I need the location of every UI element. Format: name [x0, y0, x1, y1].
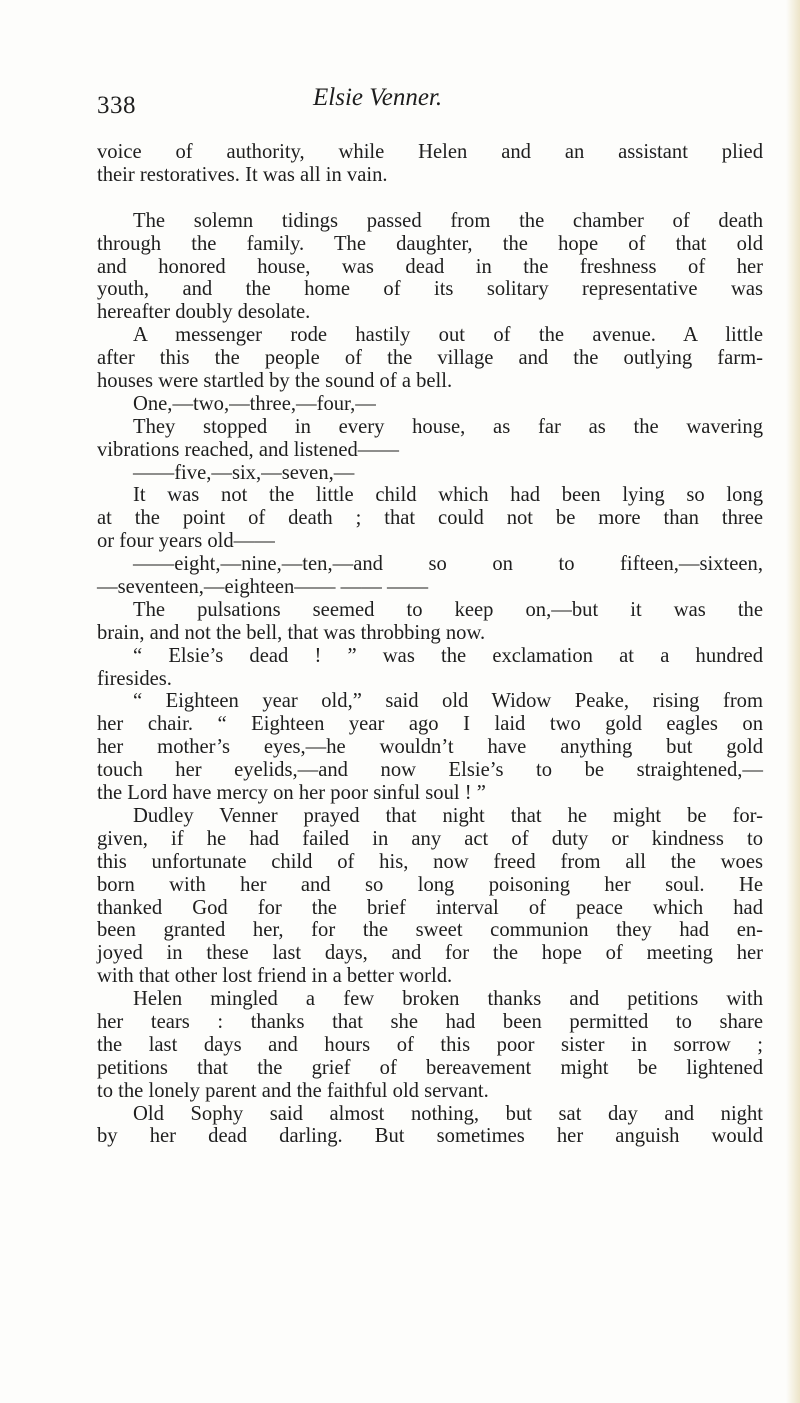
text-line: to the lonely parent and the faithful old servant. [97, 1079, 489, 1102]
paragraph-start: It was not the little child which had been lying so long [133, 484, 763, 507]
paragraph-start: Old Sophy said almost nothing, but sat day and night [133, 1102, 763, 1125]
text-line: her tears : thanks that she had been permitted to share [97, 1010, 763, 1033]
running-head: Elsie Venner. [313, 84, 443, 111]
text-line: with that other lost friend in a better world. [97, 965, 453, 988]
text-line: been granted her, for the sweet communion they had en- [97, 919, 763, 942]
text-line: firesides. [97, 667, 172, 690]
text-line: hereafter doubly desolate. [97, 301, 311, 324]
text-line: this unfortunate child of his, now freed from all the woes [97, 850, 763, 873]
paragraph-start: Dudley Venner prayed that night that he might be for- [133, 804, 763, 827]
paragraph-start: “ Elsie’s dead ! ” was the exclamation at a hundred [133, 644, 763, 667]
text-line: at the point of death ; that could not be more than three [97, 507, 763, 530]
text-line: voice of authority, while Helen and an assistant plied [97, 141, 763, 163]
page-edge-shading [786, 0, 800, 1403]
paragraph-start: The solemn tidings passed from the chamber of death [133, 209, 763, 232]
text-line: her chair. “ Eighteen year ago I laid two gold eagles on [97, 713, 763, 736]
text-line: the Lord have mercy on her poor sinful soul ! ” [97, 782, 486, 805]
page-number: 338 [97, 92, 136, 119]
text-line: vibrations reached, and listened—— [97, 438, 399, 461]
text-line: or four years old—— [97, 530, 275, 553]
body-text [97, 141, 763, 1148]
text-line: and honored house, was dead in the freshness of her [97, 255, 763, 278]
paragraph-start: ——five,—six,—seven,— [133, 461, 355, 484]
text-line: born with her and so long poisoning her soul. He [97, 873, 763, 896]
paragraph-start: A messenger rode hastily out of the avenue. A little [133, 324, 763, 347]
text-line: youth, and the home of its solitary representative was [97, 278, 763, 301]
text-line: given, if he had failed in any act of duty or kindness to [97, 827, 763, 850]
text-line: brain, and not the bell, that was throbbing now. [97, 621, 486, 644]
paragraph-start: Helen mingled a few broken thanks and petitions with [133, 988, 763, 1011]
text-line: by her dead darling. But sometimes her anguish would [97, 1125, 763, 1148]
paragraph-start: “ Eighteen year old,” said old Widow Peake, rising from [133, 690, 763, 713]
paragraph-start: They stopped in every house, as far as the wavering [133, 415, 763, 438]
text-line: her mother’s eyes,—he wouldn’t have anything but gold [97, 736, 763, 759]
paragraph-start: One,—two,—three,—four,— [133, 392, 376, 415]
text-line: touch her eyelids,—and now Elsie’s to be straightened,— [97, 759, 763, 782]
text-line: their restoratives. It was all in vain. [97, 163, 388, 186]
text-line: houses were startled by the sound of a bell. [97, 370, 453, 393]
text-line: the last days and hours of this poor sister in sorrow ; [97, 1033, 763, 1056]
paragraph-start: ——eight,—nine,—ten,—and so on to fifteen,—sixteen, [133, 553, 763, 576]
text-line: after this the people of the village and the outlying farm- [97, 347, 763, 370]
page-header [97, 84, 757, 120]
text-line: joyed in these last days, and for the hope of meeting her [97, 942, 763, 965]
text-line: through the family. The daughter, the hope of that old [97, 232, 763, 255]
text-line: —seventeen,—eighteen—— —— —— [97, 576, 429, 599]
paragraph-start: The pulsations seemed to keep on,—but it was the [133, 598, 763, 621]
text-line: petitions that the grief of bereavement might be lightened [97, 1056, 763, 1079]
text-line: thanked God for the brief interval of peace which had [97, 896, 763, 919]
